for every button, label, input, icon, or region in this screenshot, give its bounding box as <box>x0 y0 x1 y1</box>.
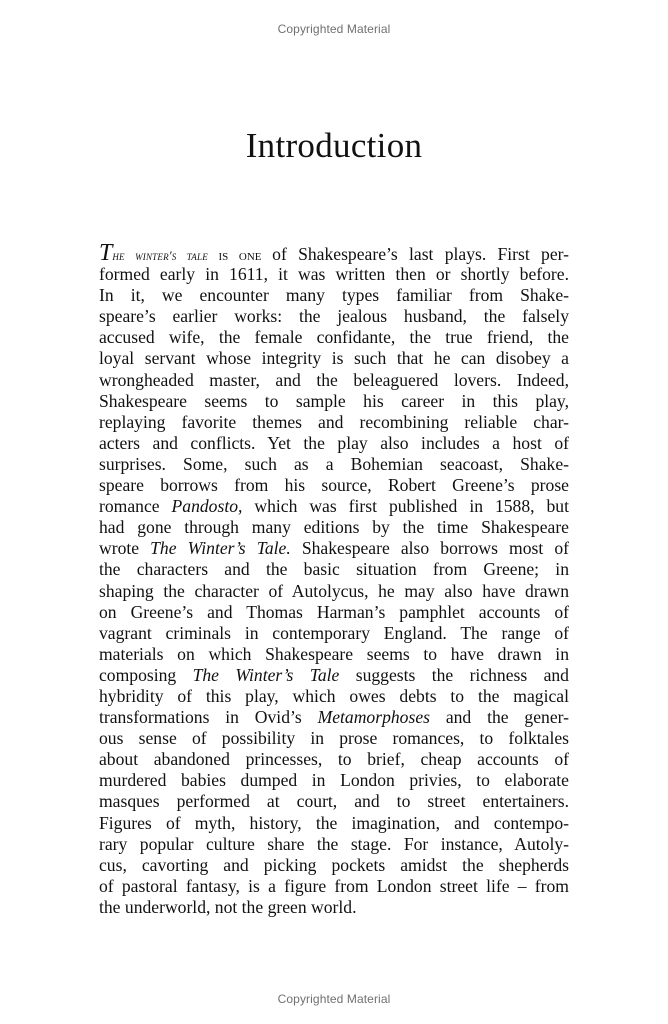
paragraph-line <box>99 496 569 517</box>
paragraph-line: cus, cavorting and picking pockets amidst the shepherds <box>99 854 569 875</box>
source-title-italic: Pandosto, <box>171 496 243 517</box>
play-title-smallcaps: he winter's tale <box>112 248 208 263</box>
paragraph-line: materials on which Shakespeare seems to have drawn in <box>99 643 569 664</box>
paragraph-line: In it, we encounter many types familiar from Shake- <box>99 285 569 306</box>
paragraph-line: acters and conflicts. Yet the play also includes a host of <box>99 432 569 453</box>
paragraph-line: surprises. Some, such as a Bohemian seacoast, Shake- <box>99 453 569 474</box>
paragraph-line: hybridity of this play, which owes debts to the magical <box>99 685 569 706</box>
paragraph-line: Shakespeare seems to sample his career in this play, <box>99 390 569 411</box>
introduction-paragraph <box>99 240 569 918</box>
paragraph-line <box>99 665 569 686</box>
line-text: romance <box>99 496 172 517</box>
opening-text: of Shakespeare’s last plays. First per- <box>272 244 569 264</box>
paragraph-line: on Greene’s and Thomas Harman’s pamphlet accounts of <box>99 601 569 622</box>
paragraph-line: vagrant criminals in contemporary England. The range of <box>99 622 569 643</box>
paragraph-line: rary popular culture share the stage. For instance, Autoly- <box>99 833 569 854</box>
paragraph-line: Figures of myth, history, the imagination, and contempo- <box>99 812 569 833</box>
line-text: transformations in Ovid’s <box>99 707 318 728</box>
chapter-title: Introduction <box>245 126 423 165</box>
paragraph-line: wrongheaded master, and the beleaguered lovers. Indeed, <box>99 369 569 390</box>
copyright-watermark-bottom: Copyrighted Material <box>277 992 391 1006</box>
drop-cap: T <box>99 240 113 266</box>
paragraph-line: masques performed at court, and to street entertainers. <box>99 791 569 812</box>
line-text: which was first published in 1588, but <box>242 496 569 517</box>
paragraph-line <box>99 240 569 266</box>
paragraph-last-line: the underworld, not the green world. <box>99 896 357 917</box>
paragraph-line: murdered babies dumped in London privies, to elaborate <box>99 770 569 791</box>
line-text: wrote <box>99 538 151 559</box>
paragraph-line: the characters and the basic situation from Greene; in <box>99 559 569 580</box>
line-text: suggests the richness and <box>339 664 569 685</box>
line-text: Shakespeare also borrows most of <box>290 538 569 559</box>
paragraph-line: formed early in 1611, it was written then or shortly before. <box>99 264 569 285</box>
paragraph-line <box>99 707 569 728</box>
line-text: composing <box>99 664 193 685</box>
paragraph-line: accused wife, the female confidante, the true friend, the <box>99 327 569 348</box>
paragraph-line: about abandoned princesses, to brief, cheap accounts of <box>99 749 569 770</box>
line-text: and the gener- <box>429 707 569 728</box>
paragraph-line: had gone through many editions by the time Shakespeare <box>99 517 569 538</box>
play-title-italic: The Winter’s Tale. <box>150 538 291 559</box>
paragraph-line: speare borrows from his source, Robert Greene’s prose <box>99 475 569 496</box>
opening-smallcaps: is one <box>207 248 273 264</box>
play-title-italic: The Winter’s Tale <box>192 664 340 685</box>
ovid-title-italic: Metamorphoses <box>317 707 430 728</box>
paragraph-line: ous sense of possibility in prose romances, to folktales <box>99 728 569 749</box>
paragraph-line: replaying favorite themes and recombining reliable char- <box>99 411 569 432</box>
paragraph-line: loyal servant whose integrity is such that he can disobey a <box>99 348 569 369</box>
copyright-watermark-top: Copyrighted Material <box>277 22 391 36</box>
paragraph-line: of pastoral fantasy, is a figure from London street life – from <box>99 875 569 896</box>
paragraph-line: shaping the character of Autolycus, he may also have drawn <box>99 580 569 601</box>
paragraph-line: speare’s earlier works: the jealous husband, the falsely <box>99 306 569 327</box>
paragraph-line <box>99 538 569 559</box>
